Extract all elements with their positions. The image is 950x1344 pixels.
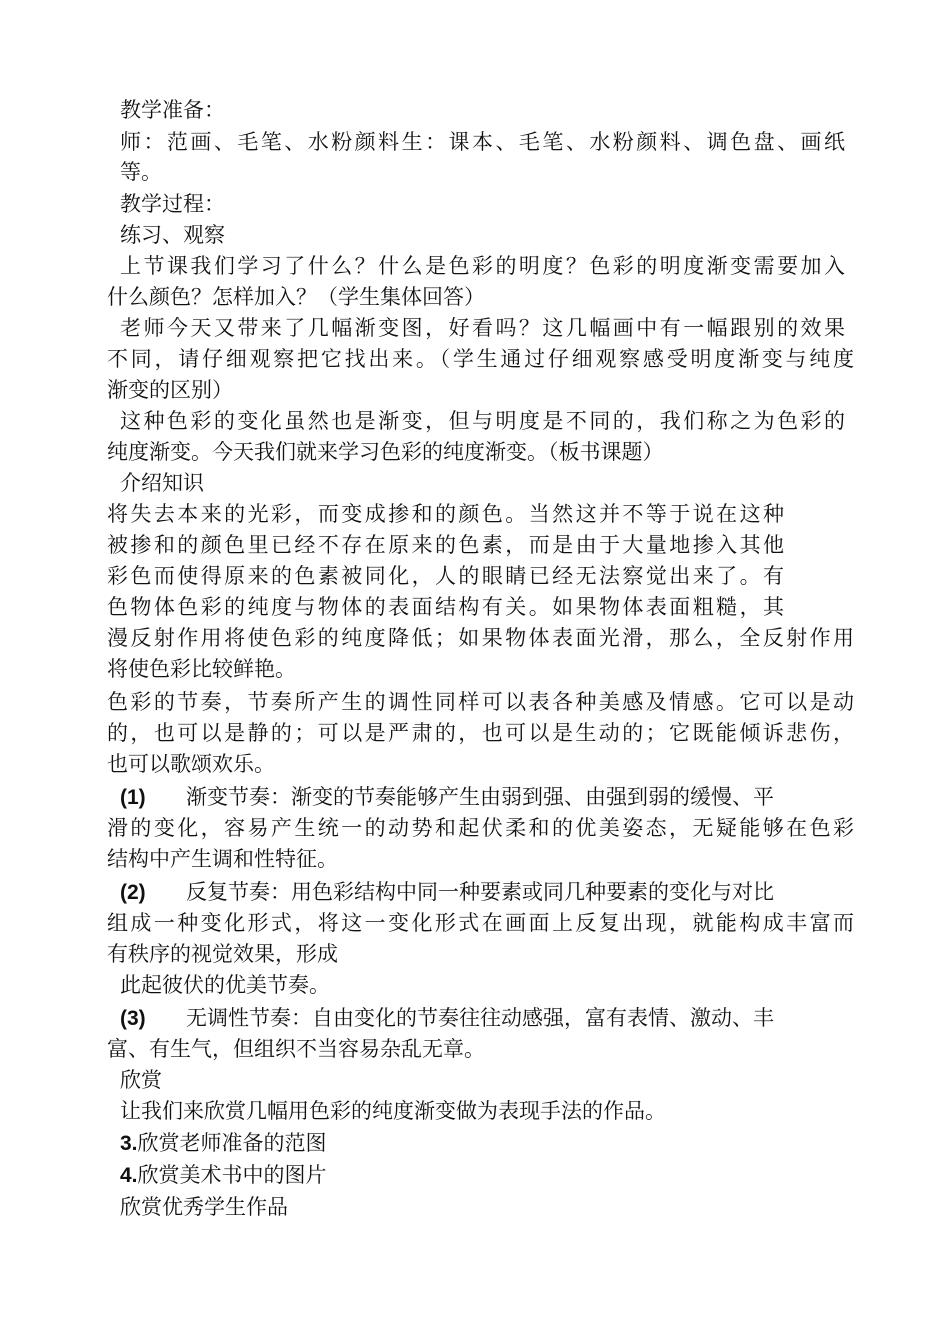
process-heading: 教学过程： <box>120 192 225 216</box>
paragraph-line: 不同，请仔细观察把它找出来。（学生通过仔细观察感受明度渐变与纯度 <box>107 347 854 371</box>
prep-heading: 教学准备： <box>120 98 225 122</box>
paragraph-line: 富、有生气，但组织不当容易杂乱无章。 <box>107 1037 485 1061</box>
paragraph-line: 有秩序的视觉效果，形成 <box>107 942 338 966</box>
materials-line: 等。 <box>120 160 162 184</box>
list-item <box>120 1003 840 1034</box>
materials-line: 师：范画、毛笔、水粉颜料生：课本、毛笔、水粉颜料、调色盘、画纸 <box>120 130 845 154</box>
paragraph-line: 什么颜色？怎样加入？（学生集体回答） <box>107 285 485 309</box>
list-item-text: 欣赏老师准备的范图 <box>137 1131 327 1155</box>
paragraph-line: 渐变的区别） <box>107 378 233 402</box>
paragraph-line: 色物体色彩的纯度与物体的表面结构有关。如果物体表面粗糙，其 <box>107 595 784 619</box>
paragraph-line: 上节课我们学习了什么？什么是色彩的明度？色彩的明度渐变需要加入 <box>120 254 845 278</box>
list-number: (1) <box>120 786 146 809</box>
paragraph-line: 将失去本来的光彩，而变成掺和的颜色。当然这并不等于说在这种 <box>107 502 784 526</box>
paragraph-line: 被掺和的颜色里已经不存在原来的色素，而是由于大量地掺入其他 <box>107 533 784 557</box>
list-number: (3) <box>120 1007 146 1030</box>
knowledge-heading: 介绍知识 <box>120 471 204 495</box>
paragraph-line: 纯度渐变。今天我们就来学习色彩的纯度渐变。（板书课题） <box>107 440 664 464</box>
paragraph-line: 组成一种变化形式，将这一变化形式在画面上反复出现，就能构成丰富而 <box>107 911 854 935</box>
list-item-text: 无调性节奏：自由变化的节奏往往动感强，富有表情、激动、丰 <box>186 1006 774 1030</box>
paragraph-line: 这种色彩的变化虽然也是渐变，但与明度是不同的，我们称之为色彩的 <box>120 409 845 433</box>
paragraph-line: 漫反射作用将使色彩的纯度降低；如果物体表面光滑，那么，全反射作用 <box>107 626 854 650</box>
list-item-text: 反复节奏：用色彩结构中同一种要素或同几种要素的变化与对比 <box>186 880 774 904</box>
paragraph-line: 的，也可以是静的；可以是严肃的，也可以是生动的；它既能倾诉悲伤， <box>107 721 854 745</box>
list-item-text: 渐变节奏：渐变的节奏能够产生由弱到强、由强到弱的缓慢、平 <box>186 785 774 809</box>
paragraph-line: 结构中产生调和性特征。 <box>107 847 338 871</box>
paragraph-line: 滑的变化，容易产生统一的动势和起伏柔和的优美姿态，无疑能够在色彩 <box>107 816 854 840</box>
list-item <box>120 782 840 813</box>
list-number: 4. <box>120 1164 138 1187</box>
list-item <box>120 877 840 908</box>
appreciation-heading: 欣赏 <box>120 1068 162 1092</box>
list-item-text: 欣赏美术书中的图片 <box>137 1163 327 1187</box>
paragraph-line: 将使色彩比较鲜艳。 <box>107 657 296 681</box>
practice-heading: 练习、观察 <box>120 223 225 247</box>
paragraph-line: 彩色而使得原来的色素被同化，人的眼睛已经无法察觉出来了。有 <box>107 564 784 588</box>
list-item <box>120 1128 870 1159</box>
paragraph-line: 老师今天又带来了几幅渐变图，好看吗？这几幅画中有一幅跟别的效果 <box>120 316 845 340</box>
list-number: (2) <box>120 881 146 904</box>
list-item <box>120 1160 870 1191</box>
list-number: 3. <box>120 1132 138 1155</box>
paragraph-line: 欣赏优秀学生作品 <box>120 1195 288 1219</box>
paragraph-line: 也可以歌颂欢乐。 <box>107 752 275 776</box>
paragraph-line: 让我们来欣赏几幅用色彩的纯度渐变做为表现手法的作品。 <box>120 1099 666 1123</box>
paragraph-line: 色彩的节奏，节奏所产生的调性同样可以表各种美感及情感。它可以是动 <box>107 690 854 714</box>
paragraph-line: 此起彼伏的优美节奏。 <box>120 973 330 997</box>
